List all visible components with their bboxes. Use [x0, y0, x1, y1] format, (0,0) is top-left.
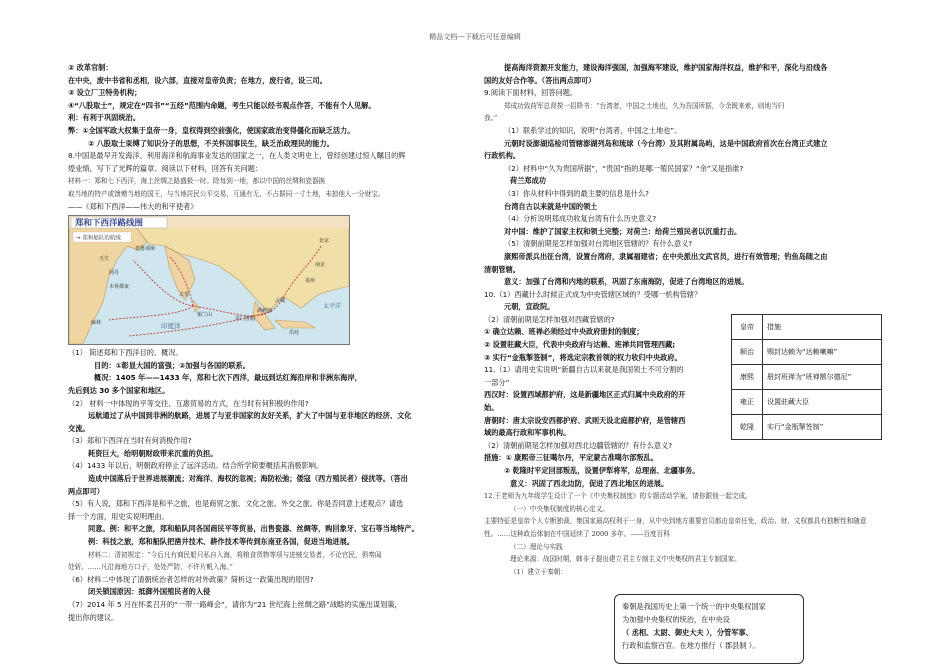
left2-line: （7）2014 年 5 月在怀柔召开的“一带一路峰会”，请你为“21 世纪海上丝绸之路”战略的实施出谋划策，: [68, 600, 402, 609]
right-line: （4）分析说明郑成功收复台湾有什么历史意义?: [504, 214, 657, 224]
right-line: 12.王老师为九年级学生设计了一个《中央集权制度》的专题活动学案，请你跟他一起完成。: [484, 492, 752, 501]
left2-line: （3）郑和下西洋在当时有何消极作用?: [68, 436, 192, 446]
left-line: ——《郑和下西洋——伟大的和平使者》: [68, 201, 198, 211]
right-line: （1）建立于秦朝：: [510, 567, 567, 576]
right-line: （一）中央集权制度的核心定义。: [510, 504, 609, 513]
map-label: 苏门答腊: [235, 316, 256, 323]
right-line: 一部分”: [484, 377, 510, 387]
map-label: 南京: [315, 262, 326, 269]
right-line: 康熙帝派兵出征台湾，设置台湾府，隶属福建省；在中央派出文武官员，进行有效管理；钓鱼岛随之由: [504, 251, 828, 261]
left-line: 8.中国是最早开发海洋、利用海洋和航海事业发达的国家之一，在人类文明史上，曾经创建过惊人瞩目的辉: [68, 151, 406, 161]
map-label: 占城: [275, 298, 286, 305]
right-line: 意义：加强了台湾和内地的联系，巩固了东南海防，促进了台湾地区的进展。: [504, 277, 749, 287]
left2-line: 两点即可）: [68, 486, 104, 496]
right-line: 措施：① 康熙帝三征噶尔丹，平定蒙古准噶尔部叛乱。: [484, 453, 658, 463]
page-header: 精品文档---下载后可任意编辑: [429, 33, 521, 41]
right-line: 台湾自古以来就是中国的领土: [504, 201, 598, 211]
left-column: [68, 62, 471, 624]
map-label: 印度洋: [161, 322, 181, 331]
right-line: （2）清朝前期是怎样加强对西藏管辖的?: [484, 314, 615, 324]
left2-line: 耗资巨大，给明朝财政带来沉重的负担。: [88, 448, 218, 458]
measure-cell: 设置驻藏大臣: [763, 390, 882, 415]
left2-line: 处斩。……凡沿海地方口子，处处严防，不许片帆入海。”: [68, 563, 233, 572]
right-line: （2）材料中“久为贵国所据”，“贵国”指的是哪一殖民国家？“余”又是指谁?: [504, 163, 744, 173]
map-label: 天方: [99, 256, 110, 263]
map-label: 阿丹: [109, 270, 120, 277]
right-line: ③ 实行“金瓶掣签制”，将选定宗教首领的权力收归中央政府。: [484, 352, 682, 362]
right-line: （二）理论与实践: [510, 542, 563, 551]
left2-line: （5）有人说，郑和下西洋是和平之旅，也是商贸之旅、文化之旅、外交之旅。你是否同意上述观点？请选: [68, 499, 404, 509]
map-title: 郑和下西洋路线图: [75, 218, 144, 229]
right-line: 性。……这种政治体制在中国延续了 2000 多年。——百度百科: [484, 529, 670, 538]
left2-line: （1） 简述郑和下西洋目的、概况。: [68, 348, 183, 358]
left2-line: （2） 材料一中体现的平等交往、互惠贸易的方式，在当时有何积极的作用?: [68, 398, 309, 408]
right-line: 10.（1）西藏什么时候正式成为中央管辖区域的？受哪一机构管辖？: [484, 289, 702, 299]
map-label: 古里: [179, 292, 190, 299]
table-row: [732, 415, 882, 440]
right-line: 11.（1）请用史实说明“新疆自古以来就是我国领土不可分割的: [484, 365, 684, 375]
right-line: 西汉时：设置西域都护府，这是新疆地区正式归属中央政府的开: [484, 390, 686, 400]
zheng-he-route-map: [69, 216, 349, 344]
left2-line: 材料二：清初规定：“今后凡有商民船只私自入海，将粮食货物等项与进贼交易者，不论官民，俱奏闻: [88, 550, 382, 559]
right-line: 国的友好合作等。（答出两点即可）: [484, 75, 596, 85]
right-line: ② 乾隆时平定回部叛乱，设置伊犁将军，总理南、北疆事务。: [504, 466, 700, 475]
measure-cell: 赐封达赖为“达赖喇嘛”: [763, 340, 882, 365]
right-line: （2）清朝前期是怎样加强对西北边疆管辖的？有什么意义?: [484, 440, 673, 450]
right-line: （5）清朝前期是怎样加强对台湾地区管辖的？有什么意义?: [504, 239, 693, 249]
left2-line: 造成中国落后于世界进展潮流；对海洋、海权的忽视；海防松弛；倭寇（西方殖民者）侵扰等。（答出: [88, 474, 408, 484]
right-line: 对中国：维护了国家主权和领土完整；对荷兰：给荷兰殖民者以沉重打击。: [504, 226, 742, 236]
right-line: 提高海洋资源开发能力，建设海洋强国，加强海军建设，维护国家海洋权益，维护和平，深化与沿线各: [504, 63, 828, 72]
left-line: 取当地的特产或馈赠当地的国王，与当地居民公平交易，互通有无，不占据同一寸土地，未掠他人一分财宝。: [68, 189, 385, 198]
right-line: 理论来源：战国时期，韩非子提出建立君主专制主义中央集权的君主专制国家。: [510, 555, 741, 564]
left2-line: 例：科技之旅，郑和船队把凿井技术、耕作技术等传到东南亚各国，促进当地进展。: [88, 537, 354, 547]
left-line: ② 改革官制：: [68, 63, 113, 72]
box-line: 秦朝是我国历史上第一个统一的中央集权国家: [622, 602, 766, 611]
left2-line: 远航通过了从中国到非洲的航路，进展了与亚非国家的友好关系，扩大了中国与亚非地区的经济、文化: [88, 411, 412, 421]
right-line: 清朝管辖。: [484, 264, 520, 274]
table-row: [732, 390, 882, 415]
left2-line: 提出你的建议。: [68, 612, 119, 622]
emperor-cell: 康熙: [732, 365, 763, 390]
left-line: 弊：①全国军政大权集于皇帝一身，皇权得到空前强化，使国家政治变得僵化而缺乏活力。: [68, 125, 355, 135]
left2-line: （6）材料二中体现了清朝统治者怎样的对外政策？简析这一政策出现的原因?: [68, 574, 314, 584]
box-line: （ 丞相、太尉、御史大夫 ），分管军事、: [622, 628, 753, 637]
map-label: 锡兰山: [197, 312, 213, 319]
map-label: 木骨都束: [109, 284, 130, 291]
left2-line: 交流。: [68, 423, 90, 433]
left2-line: 概况：1405 年——1433 年，郑和七次下西洋，最远到达红海沿岸和非洲东海岸，: [94, 373, 362, 383]
emperor-cell: 顺治: [732, 340, 763, 365]
right-line: （1）联系学过的知识，说明“台湾者，中国之土地也”。: [504, 125, 682, 135]
left-line: 利：有利于巩固统治。: [68, 113, 140, 123]
emperor-cell: 乾隆: [732, 415, 763, 440]
right-line: （3）你从材料中得到的最主要的信息是什么?: [504, 188, 649, 198]
map-label: 忽鲁谟斯: [135, 246, 156, 253]
left-line: ④“八股取士”，规定在“四书”“五经”范围内命题，考生只能以经书观点作答，不能有个人见解。: [68, 100, 376, 110]
box-line: 为加强中央集权的统治，在中央设: [622, 615, 730, 624]
map-label: 泉州: [305, 278, 316, 285]
qin-question-box: [614, 594, 804, 664]
left-line: 在中央，废中书省和丞相，设六部，直接对皇帝负责；在地方，废行省，设三司。: [68, 75, 327, 85]
left-line: ② 八股取士束缚了知识分子的思想，不关怀国事民生，缺乏治政理民的能力。: [88, 138, 334, 148]
box-line: 行政和监察百官。在地方推行（ 郡县制 ）。: [622, 641, 760, 650]
map-label: 太平洋: [323, 303, 342, 311]
table-row: [732, 365, 882, 390]
left-line: 煌业绩，写下了光辉的篇章。阅读以下材料，回答有关问题：: [68, 163, 263, 173]
right-line: 9.阅读下面材料，回答问题。: [484, 88, 578, 98]
left2-line: 同意。例：和平之旅，郑和船队同各国商民平等贸易，出售瓷器、丝绸等，购回象牙、宝石等当地特产。: [88, 524, 419, 534]
left2-line: 择一个方面，用史实说明理由。: [68, 511, 169, 521]
left2-line: 目的：①彰显大国的富强；②加强与各国的联系。: [94, 360, 250, 370]
left-line: ③ 设立厂卫特务机构；: [68, 88, 142, 98]
right-line: 主要特征是皇帝个人专断独裁，集国家最高权利于一身，从中央到地方重要官员都由皇帝任免，政治、财、文权都具有独断性和随意: [484, 517, 867, 526]
left-bottom-text: [68, 347, 471, 624]
right-line: 我。”: [484, 114, 498, 123]
map-label: 满剌加: [257, 308, 273, 315]
left2-line: 先后到达 30 多个国家和地区。: [68, 385, 170, 395]
right-line: ② 设置驻藏大臣，代表中央政府与达赖、班禅共同管理西藏;: [484, 340, 676, 350]
right-line: 荷兰郑成功: [510, 176, 546, 186]
measure-cell: 册封班禅为“班禅额尔德尼”: [763, 365, 882, 390]
map-figure: [68, 215, 350, 345]
left-top-text: [68, 62, 471, 213]
right-line: 唐朝时：唐太宗设安西都护府、武则天设北庭都护府，是管辖西: [484, 415, 686, 425]
table-row: [732, 340, 882, 365]
right-line: 元朝时设澎湖巡检司管辖澎湖列岛和琉球（今台湾）及其附属岛屿，这是中国政府首次在台湾正式建立: [504, 138, 828, 148]
left-line: 材料一：郑和七下西洋，海上丝绸之路盛极一时。除每到一地，都以中国的丝绸和瓷器换: [68, 177, 326, 186]
right-line: 元朝，宣政院。: [504, 302, 555, 312]
map-legend: → 郑和船队的航线: [76, 235, 121, 242]
right-line: 域的最高行政和军事机构。: [484, 428, 571, 438]
right-line: ① 确立达赖、班禅必须经过中央政府册封的制度；: [484, 327, 644, 337]
left2-line: 闭关锁国原因：抵御外国殖民者的入侵: [88, 587, 211, 597]
measure-cell: 措施: [763, 315, 882, 340]
left2-line: （4）1433 年以后，明朝政府停止了远洋活动。结合所学简要概括其消极影响。: [68, 461, 324, 471]
emperor-cell: 皇帝: [732, 315, 763, 340]
map-label: 北京: [319, 238, 330, 245]
right-line: 郑成功致荷军总督揆一招降书：“台湾者，中国之土地也，久为吾国所据，今余既来索，则地当归: [504, 101, 785, 110]
table-row: [732, 315, 882, 340]
right-line: 始。: [484, 403, 499, 413]
map-label: 麻林: [91, 320, 102, 327]
measure-cell: 实行“金瓶掣签制”: [763, 415, 882, 440]
map-label: 爪哇: [289, 330, 300, 337]
emperor-cell: 雍正: [732, 390, 763, 415]
right-line: 行政机构。: [484, 151, 520, 161]
right-line: 意义：巩固了西北边防，促进了西北地区的进展。: [510, 478, 669, 488]
tibet-policy-table: [731, 314, 882, 440]
